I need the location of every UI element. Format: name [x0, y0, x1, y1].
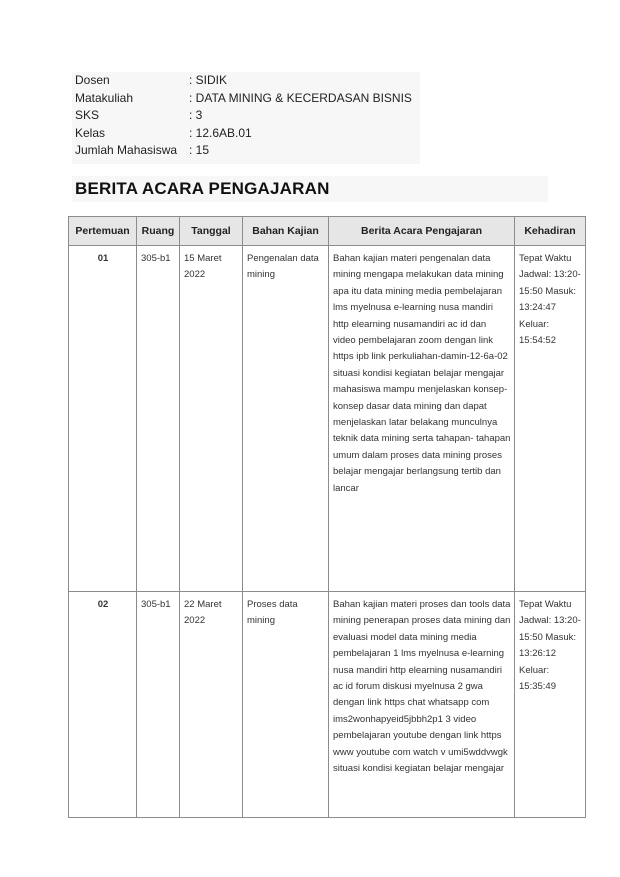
cell-pertemuan: 02 [69, 592, 137, 818]
info-row-kelas [72, 125, 420, 143]
cell-tanggal: 15 Maret 2022 [180, 246, 243, 592]
info-label: Jumlah Mahasiswa [75, 143, 178, 157]
teaching-record-table [68, 216, 586, 818]
cell-ruang: 305-b1 [137, 592, 180, 818]
table-row [69, 592, 586, 818]
page-title-box [72, 176, 548, 202]
cell-bahan-kajian: Pengenalan data mining [243, 246, 329, 592]
header-ruang: Ruang [137, 217, 180, 246]
course-info [72, 72, 420, 164]
info-label: SKS [75, 108, 100, 122]
cell-tanggal: 22 Maret 2022 [180, 592, 243, 818]
table-row [69, 246, 586, 592]
info-value: : 3 [189, 108, 203, 122]
cell-kehadiran: Tepat Waktu Jadwal: 13:20-15:50 Masuk: 13:24:47 Keluar: 15:54:52 [515, 246, 586, 592]
header-kehadiran: Kehadiran [515, 217, 586, 246]
header-berita-acara: Berita Acara Pengajaran [329, 217, 515, 246]
info-row-dosen [72, 72, 420, 90]
cell-ruang: 305-b1 [137, 246, 180, 592]
info-row-jumlah-mahasiswa [72, 142, 420, 160]
info-label: Dosen [75, 73, 110, 87]
cell-kehadiran: Tepat Waktu Jadwal: 13:20-15:50 Masuk: 13:26:12 Keluar: 15:35:49 [515, 592, 586, 818]
header-pertemuan: Pertemuan [69, 217, 137, 246]
info-value: : 12.6AB.01 [189, 125, 252, 140]
cell-berita-acara: Bahan kajian materi proses dan tools data mining penerapan proses data mining dan evaluasi model data mining media pembelajaran 1 lms myelnusa e-learning nusa mandiri http elearning nusamandiri ac id forum diskusi myelnusa 2 gwa dengan link https chat whatsapp com ims2wonhapyeid5jbbh2p1 3 video pembelajaran youtube dengan link https www youtube com watch v umi5wddvwgk situasi kondisi kegiatan belajar mengajar [329, 592, 515, 818]
page-title: BERITA ACARA PENGAJARAN [75, 179, 330, 198]
info-row-sks [72, 107, 420, 125]
table-header-row [69, 217, 586, 246]
info-value: : 15 [189, 143, 210, 157]
header-bahan-kajian: Bahan Kajian [243, 217, 329, 246]
cell-berita-acara: Bahan kajian materi pengenalan data mining mengapa melakukan data mining apa itu data mining media pembelajaran lms myelnusa e-learning nusa mandiri http elearning nusamandiri ac id dan video pembelajaran zoom dengan link https ipb link perkuliahan-damin-12-6a-02 situasi kondisi kegiatan belajar mengajar mahasiswa mampu menjelaskan konsep-konsep dasar data mining dan dapat menjelaskan latar belakang munculnya teknik data mining serta tahapan- tahapan umum dalam proses data mining proses belajar mengajar berlangsung tertib dan lancar [329, 246, 515, 592]
info-value: : SIDIK [189, 73, 228, 87]
info-row-matakuliah [72, 90, 420, 108]
info-label: Kelas [75, 125, 106, 140]
header-tanggal: Tanggal [180, 217, 243, 246]
cell-bahan-kajian: Proses data mining [243, 592, 329, 818]
info-label: Matakuliah [75, 90, 134, 105]
info-value: : DATA MINING & KECERDASAN BISNIS [189, 90, 412, 105]
cell-pertemuan: 01 [69, 246, 137, 592]
